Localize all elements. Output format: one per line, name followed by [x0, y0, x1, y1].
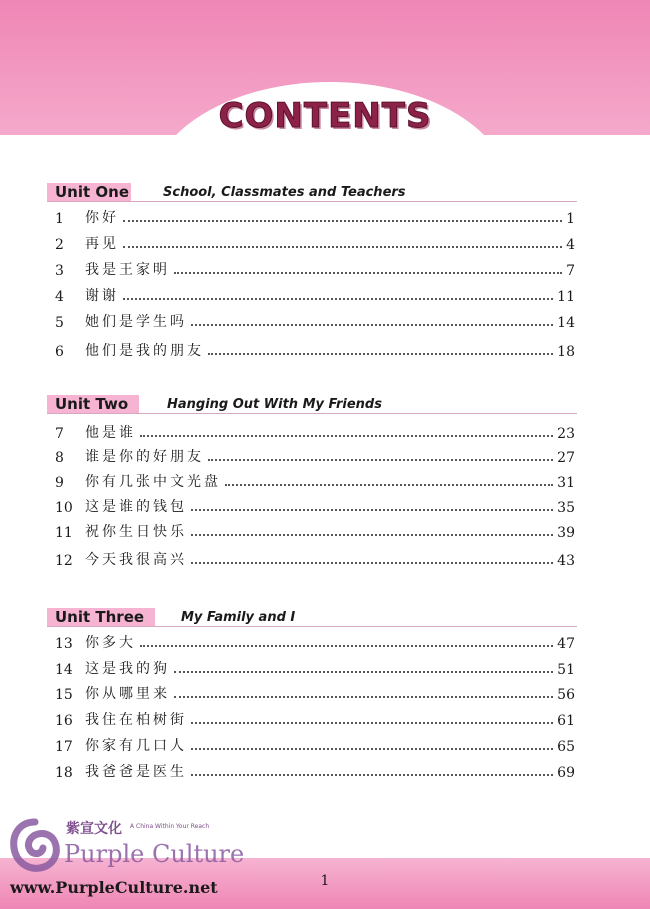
lesson-number: 4: [55, 289, 64, 305]
unit-label: Unit Two: [55, 395, 129, 413]
unit-header-two: [47, 395, 577, 414]
lesson-page: 69: [557, 765, 575, 781]
lesson-title: 他是谁: [85, 425, 136, 441]
lesson-number: 12: [55, 553, 73, 569]
dot-leader: [140, 645, 553, 647]
lesson-number: 17: [55, 739, 73, 755]
lesson-title: 我爸爸是医生: [85, 764, 187, 780]
lesson-row[interactable]: [55, 205, 575, 227]
lesson-page: 1: [566, 211, 575, 227]
lesson-row[interactable]: [55, 733, 575, 755]
lesson-page: 43: [557, 553, 575, 569]
lesson-number: 6: [55, 344, 64, 360]
dot-leader: [191, 748, 553, 750]
lesson-page: 31: [557, 475, 575, 491]
lesson-title: 你有几张中文光盘: [85, 474, 221, 490]
dot-leader: [123, 220, 562, 222]
lesson-page: 35: [557, 500, 575, 516]
watermark-chinese: 紫宣文化: [66, 821, 122, 837]
dot-leader: [225, 484, 553, 486]
lesson-title: 谢谢: [85, 288, 119, 304]
lesson-row[interactable]: [55, 469, 575, 491]
lesson-row[interactable]: [55, 519, 575, 541]
unit-header-three: [47, 608, 577, 627]
lesson-page: 7: [566, 263, 575, 279]
lesson-page: 65: [557, 739, 575, 755]
unit-header-one: [47, 183, 577, 202]
lesson-page: 27: [557, 450, 575, 466]
dot-leader: [191, 509, 553, 511]
dot-leader: [191, 722, 553, 724]
lesson-row[interactable]: [55, 231, 575, 253]
unit-label: Unit Three: [55, 608, 145, 626]
lesson-row[interactable]: [55, 707, 575, 729]
lesson-number: 14: [55, 662, 73, 678]
lesson-number: 3: [55, 263, 64, 279]
page-title: CONTENTS: [218, 96, 432, 136]
dot-leader: [123, 298, 553, 300]
dot-leader: [123, 246, 562, 248]
lesson-page: 4: [566, 237, 575, 253]
lesson-row[interactable]: [55, 257, 575, 279]
lesson-number: 15: [55, 687, 73, 703]
lesson-number: 2: [55, 237, 64, 253]
lesson-title: 祝你生日快乐: [85, 524, 187, 540]
lesson-page: 47: [557, 636, 575, 652]
lesson-number: 11: [55, 525, 73, 541]
lesson-row[interactable]: [55, 759, 575, 781]
lesson-title: 你好: [85, 210, 119, 226]
dot-leader: [140, 435, 553, 437]
purple-culture-logo-icon: [8, 818, 62, 874]
lesson-title: 这是谁的钱包: [85, 499, 187, 515]
lesson-page: 61: [557, 713, 575, 729]
lesson-number: 16: [55, 713, 73, 729]
lesson-page: 11: [557, 289, 575, 305]
lesson-title: 今天我很高兴: [85, 552, 187, 568]
unit-subtitle: Hanging Out With My Friends: [167, 397, 382, 412]
lesson-page: 18: [557, 344, 575, 360]
lesson-number: 18: [55, 765, 73, 781]
lesson-title: 再见: [85, 236, 119, 252]
unit-label: Unit One: [55, 183, 129, 201]
lesson-number: 8: [55, 450, 64, 466]
page-number: 1: [320, 873, 330, 889]
lesson-title: 你家有几口人: [85, 738, 187, 754]
watermark-url: www.PurpleCulture.net: [10, 878, 218, 897]
lesson-page: 39: [557, 525, 575, 541]
dot-leader: [208, 353, 553, 355]
dot-leader: [174, 696, 553, 698]
dot-leader: [191, 774, 553, 776]
lesson-title: 他们是我的朋友: [85, 343, 204, 359]
lesson-number: 5: [55, 315, 64, 331]
watermark-tagline: A China Within Your Reach: [130, 823, 210, 830]
dot-leader: [191, 562, 553, 564]
lesson-number: 10: [55, 500, 73, 516]
lesson-number: 9: [55, 475, 64, 491]
lesson-title: 这是我的狗: [85, 661, 170, 677]
lesson-row[interactable]: [55, 494, 575, 516]
lesson-row[interactable]: [55, 420, 575, 442]
lesson-row[interactable]: [55, 309, 575, 331]
purple-culture-watermark: [8, 818, 268, 903]
lesson-page: 14: [557, 315, 575, 331]
lesson-title: 她们是学生吗: [85, 314, 187, 330]
lesson-number: 1: [55, 211, 64, 227]
dot-leader: [191, 534, 553, 536]
watermark-brand: Purple Culture: [64, 840, 245, 868]
lesson-title: 谁是你的好朋友: [85, 449, 204, 465]
lesson-title: 你多大: [85, 635, 136, 651]
lesson-row[interactable]: [55, 444, 575, 466]
lesson-row[interactable]: [55, 547, 575, 569]
unit-subtitle: School, Classmates and Teachers: [163, 185, 406, 200]
lesson-row[interactable]: [55, 338, 575, 360]
lesson-row[interactable]: [55, 283, 575, 305]
lesson-page: 23: [557, 426, 575, 442]
lesson-title: 我是王家明: [85, 262, 170, 278]
lesson-number: 7: [55, 426, 64, 442]
lesson-number: 13: [55, 636, 73, 652]
lesson-row[interactable]: [55, 656, 575, 678]
dot-leader: [174, 671, 553, 673]
unit-subtitle: My Family and I: [181, 610, 296, 625]
lesson-title: 你从哪里来: [85, 686, 170, 702]
dot-leader: [191, 324, 553, 326]
lesson-page: 56: [557, 687, 575, 703]
lesson-title: 我住在柏树街: [85, 712, 187, 728]
dot-leader: [208, 459, 553, 461]
dot-leader: [174, 272, 562, 274]
lesson-page: 51: [557, 662, 575, 678]
lesson-row[interactable]: [55, 630, 575, 652]
lesson-row[interactable]: [55, 681, 575, 703]
